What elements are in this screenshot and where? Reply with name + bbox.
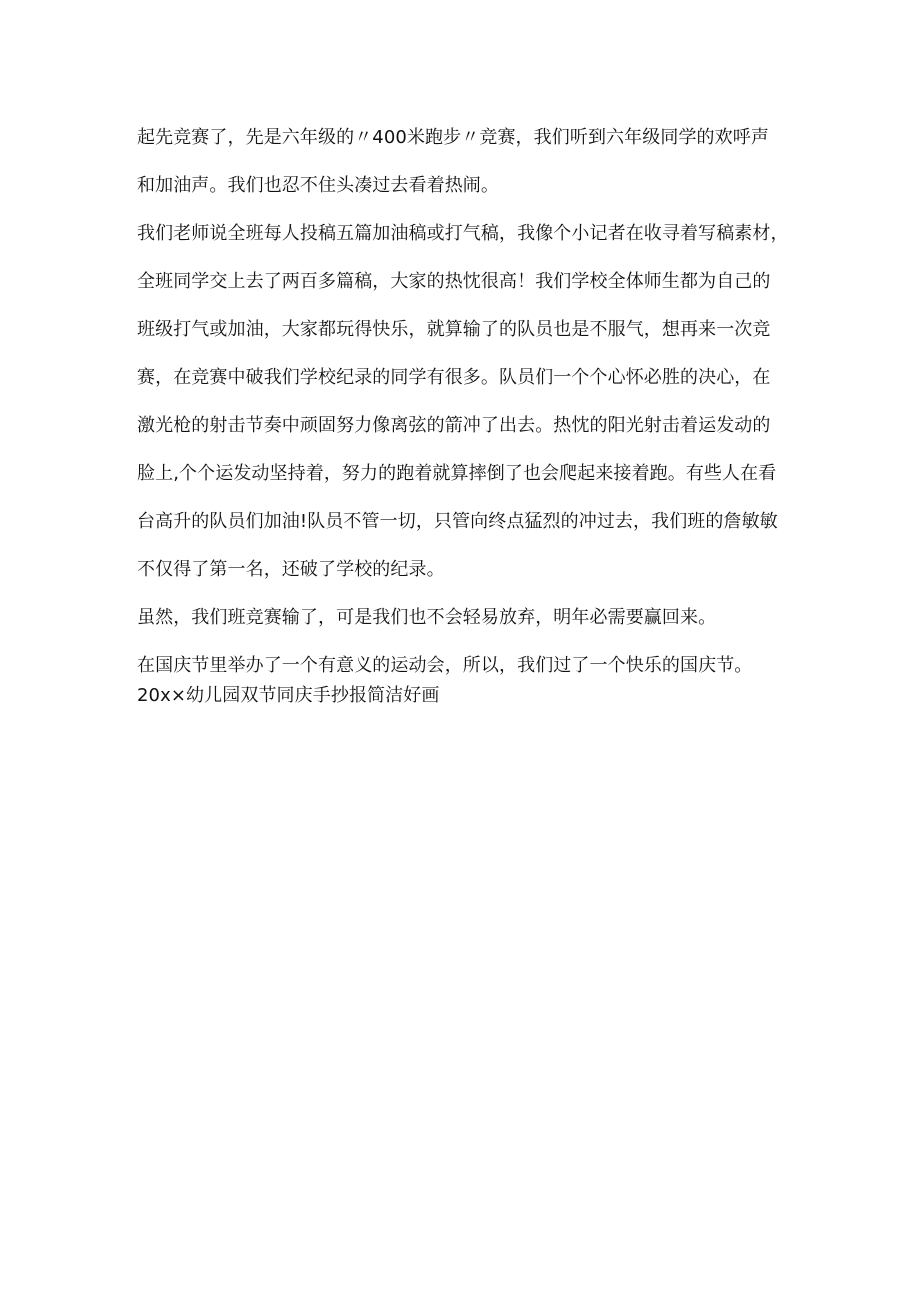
text-line: 班级打气或加油，大家都玩得快乐，就算输了的队员也是不服气，想再来一次竞 xyxy=(137,319,771,340)
text-line: 赛，在竞赛中破我们学校纪录的同学有很多。队员们一个个心怀必胜的决心，在 xyxy=(137,367,771,388)
text-line: 和加油声。我们也忍不住头凑过去看着热闹。 xyxy=(137,175,499,196)
document-footer-title: 20x×幼儿园双节同庆手抄报简洁好画 xyxy=(137,685,440,706)
text-line: 起先竞赛了，先是六年级的〃400米跑步〃竞赛，我们听到六年级同学的欢呼声 xyxy=(137,127,769,148)
text-line: 我们老师说全班每人投稿五篇加油稿或打气稿，我像个小记者在收寻着写稿素材， xyxy=(137,223,789,244)
text-line: 在国庆节里举办了一个有意义的运动会，所以，我们过了一个快乐的国庆节。 xyxy=(137,655,753,676)
text-line: 虽然，我们班竞赛输了，可是我们也不会轻易放弃，明年必需要赢回来。 xyxy=(137,607,717,628)
text-line: 脸上,个个运发动坚持着，努力的跑着就算摔倒了也会爬起来接着跑。有些人在看 xyxy=(137,463,777,484)
text-line: 台高升的队员们加油!队员不管一切，只管向终点猛烈的冲过去，我们班的詹敏敏 xyxy=(137,511,778,532)
text-line: 不仅得了第一名，还破了学校的纪录。 xyxy=(137,559,445,580)
text-line: 全班同学交上去了两百多篇稿，大家的热忱很高！我们学校全体师生都为自己的 xyxy=(137,271,771,292)
text-line: 激光枪的射击节奏中顽固努力像离弦的箭冲了出去。热忱的阳光射击着运发动的 xyxy=(137,415,771,436)
